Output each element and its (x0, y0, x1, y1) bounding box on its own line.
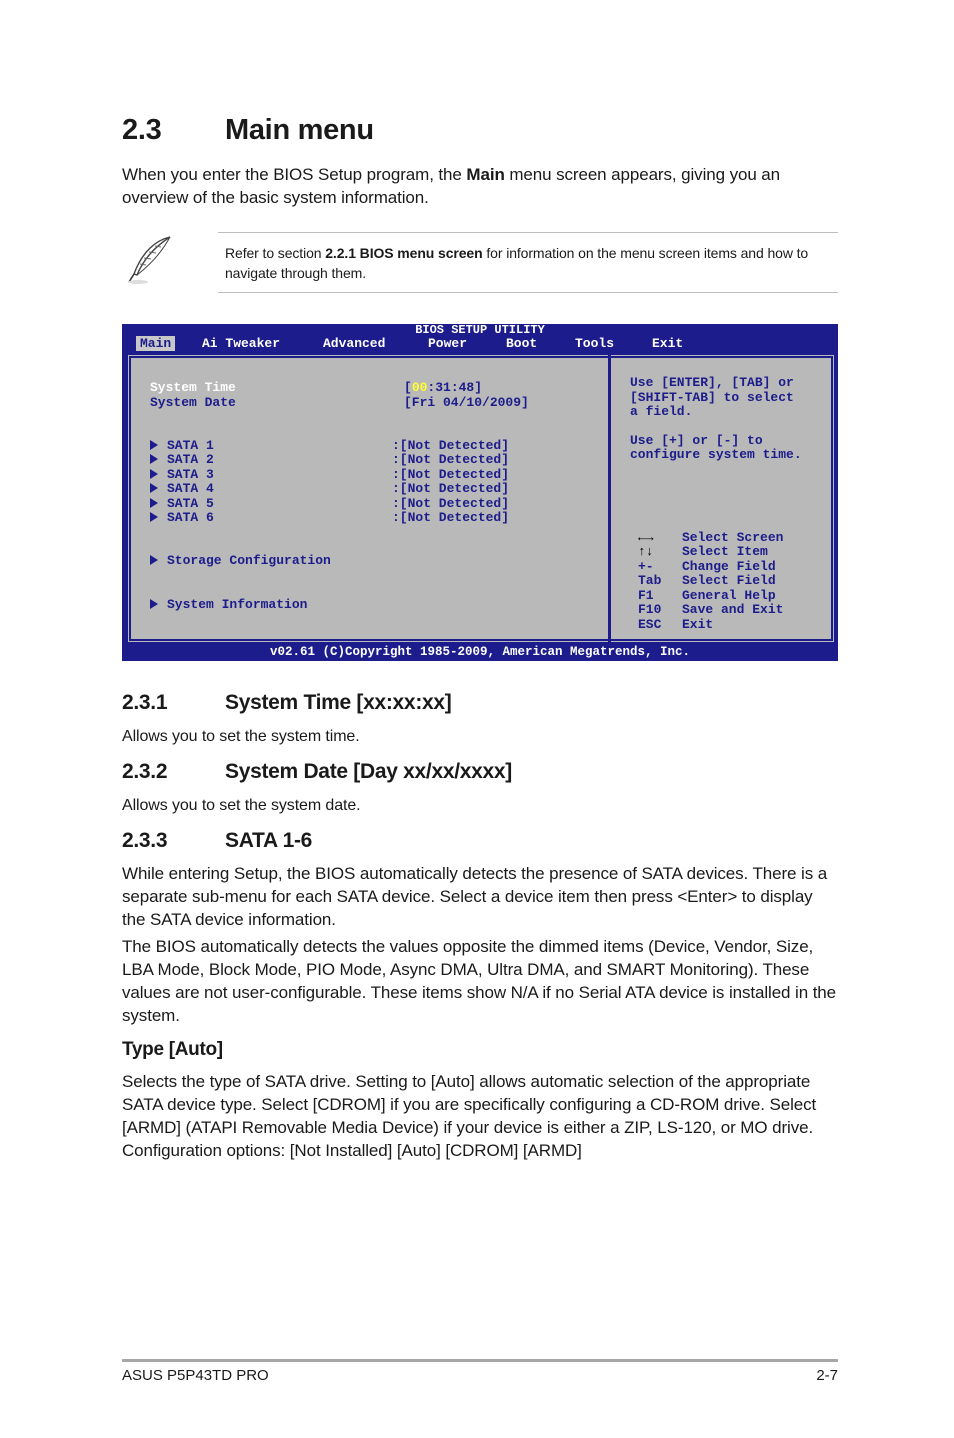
note-text (225, 243, 835, 283)
intro-text-end: menu screen appears, giving you an overview of the basic system information. (122, 165, 781, 207)
system-time-bracket: [ (404, 380, 412, 395)
help-line-5: Use [+] or [-] to (630, 433, 763, 448)
submenu-arrow-icon (150, 512, 158, 522)
section-number: 2.3 (122, 114, 162, 146)
key-action-select-field: Select Field (682, 573, 776, 588)
bios-menu-tools[interactable]: Tools (575, 336, 615, 351)
sata-item-4[interactable] (150, 482, 214, 497)
sata-item-2[interactable] (150, 453, 214, 468)
system-date-label[interactable]: System Date (150, 395, 236, 410)
key-f1: F1 (638, 588, 654, 603)
help-line-6: configure system time. (630, 447, 802, 462)
sata-label: SATA 6 (167, 510, 214, 525)
subsection-2-3-2-heading (122, 760, 512, 784)
paragraph: While entering Setup, the BIOS automatically detects the presence of SATA devices. There is a separate sub-menu for each SATA device. Select a device item then press <Enter> to display the SATA device information. (122, 864, 828, 929)
sata-value-5: :[Not Detected] (392, 496, 510, 511)
help-line-3: a field. (630, 404, 693, 419)
system-time-hours: 00 (411, 380, 428, 395)
bios-menu-advanced[interactable]: Advanced (323, 336, 386, 351)
note-top-rule (218, 232, 838, 233)
sata-value-6: :[Not Detected] (392, 510, 510, 525)
bios-footer: v02.61 (C)Copyright 1985-2009, American Megatrends, Inc. (269, 645, 691, 659)
submenu-arrow-icon (150, 555, 158, 565)
sata-item-6[interactable] (150, 511, 214, 526)
system-time-rest: :31:48] (427, 380, 483, 395)
key-action-change-field: Change Field (682, 559, 776, 574)
bios-menu-boot[interactable]: Boot (506, 336, 538, 351)
subsection-title: SATA 1-6 (225, 829, 313, 852)
submenu-arrow-icon (150, 483, 158, 493)
subsection-number: 2.3.1 (122, 691, 168, 714)
key-plus-minus: +- (638, 559, 654, 574)
section-heading (122, 114, 374, 147)
quill-pen-icon (126, 234, 174, 286)
intro-paragraph (122, 163, 840, 209)
bios-menu-power[interactable]: Power (428, 336, 468, 351)
subsection-2-3-3-body (122, 862, 840, 1031)
left-right-arrows-icon: ←→ (638, 530, 654, 545)
key-action-select-screen: Select Screen (682, 530, 784, 545)
storage-configuration-item[interactable] (150, 554, 331, 569)
key-action-exit: Exit (682, 617, 714, 632)
subsection-number: 2.3.3 (122, 829, 168, 852)
key-action-save-and-exit: Save and Exit (682, 602, 784, 617)
submenu-arrow-icon (150, 454, 158, 464)
sata-value-3: :[Not Detected] (392, 467, 510, 482)
system-information-label: System Information (167, 597, 308, 612)
intro-bold: Main (466, 165, 505, 184)
sata-value-1: :[Not Detected] (392, 438, 510, 453)
bios-screen (122, 324, 838, 661)
key-action-general-help: General Help (682, 588, 776, 603)
submenu-arrow-icon (150, 498, 158, 508)
sata-label: SATA 3 (167, 467, 214, 482)
subsection-2-3-1-body: Allows you to set the system time. (122, 728, 360, 745)
submenu-arrow-icon (150, 440, 158, 450)
bios-menu-ai-tweaker[interactable]: Ai Tweaker (202, 336, 281, 351)
sata-label: SATA 4 (167, 481, 214, 496)
section-title: Main menu (225, 114, 374, 146)
type-auto-body: Selects the type of SATA drive. Setting to [Auto] allows automatic selection of the appropriate SATA device type. Select [CDROM] if you are specifically configuring a CD-ROM drive. Select [ARMD] (ATAPI Removable Media Device) if your device is either a ZIP, LS-120, or MO drive. Configuration options: [Not Installed] [Auto] [CDROM] [ARMD] (122, 1072, 817, 1160)
subsection-2-3-2-body: Allows you to set the system date. (122, 797, 361, 814)
help-line-1: Use [ENTER], [TAB] or (630, 375, 794, 390)
key-action-select-item: Select Item (682, 544, 768, 559)
system-information-item[interactable] (150, 598, 307, 613)
system-time-label[interactable]: System Time (150, 380, 236, 395)
paragraph: The BIOS automatically detects the values opposite the dimmed items (Device, Vendor, Size, LBA Mode, Block Mode, PIO Mode, Async DMA, Ultra DMA, and SMART Monitoring). These values are not user-configurable. These items show N/A if no Serial ATA device is installed in the system. (122, 937, 837, 1025)
key-f10: F10 (638, 602, 662, 617)
note-text-start: Refer to section (225, 245, 326, 261)
submenu-arrow-icon (150, 469, 158, 479)
sata-label: SATA 1 (167, 438, 214, 453)
bios-menu-exit[interactable]: Exit (652, 336, 684, 351)
bios-title: BIOS SETUP UTILITY (415, 323, 545, 337)
sata-value-2: :[Not Detected] (392, 452, 510, 467)
submenu-arrow-icon (150, 599, 158, 609)
subsection-2-3-1-heading (122, 691, 451, 715)
up-down-arrows-icon: ↑↓ (638, 544, 654, 559)
system-date-value[interactable]: [Fri 04/10/2009] (404, 395, 529, 410)
footer-page-number: 2-7 (816, 1367, 838, 1384)
footer-product: ASUS P5P43TD PRO (122, 1367, 269, 1384)
system-time-value[interactable] (404, 381, 482, 396)
footer-rule (122, 1359, 838, 1362)
sata-label: SATA 2 (167, 452, 214, 467)
subsection-2-3-3-heading (122, 829, 312, 853)
key-esc: ESC (638, 617, 662, 632)
key-tab: Tab (638, 573, 662, 588)
help-line-2: [SHIFT-TAB] to select (630, 390, 794, 405)
bios-divider (608, 353, 611, 644)
subsection-title: System Time [xx:xx:xx] (225, 691, 452, 714)
sata-label: SATA 5 (167, 496, 214, 511)
subsection-title: System Date [Day xx/xx/xxxx] (225, 760, 512, 783)
intro-text: When you enter the BIOS Setup program, the (122, 165, 467, 184)
note-link-bold: 2.2.1 BIOS menu screen (325, 245, 483, 261)
note-bottom-rule (218, 292, 838, 293)
subsection-number: 2.3.2 (122, 760, 168, 783)
note-text-end: for information on the menu screen items and how to navigate through them. (225, 245, 809, 281)
bios-menu-main[interactable]: Main (136, 336, 175, 351)
type-auto-heading: Type [Auto] (122, 1039, 223, 1060)
storage-configuration-label: Storage Configuration (167, 553, 331, 568)
sata-value-4: :[Not Detected] (392, 481, 510, 496)
